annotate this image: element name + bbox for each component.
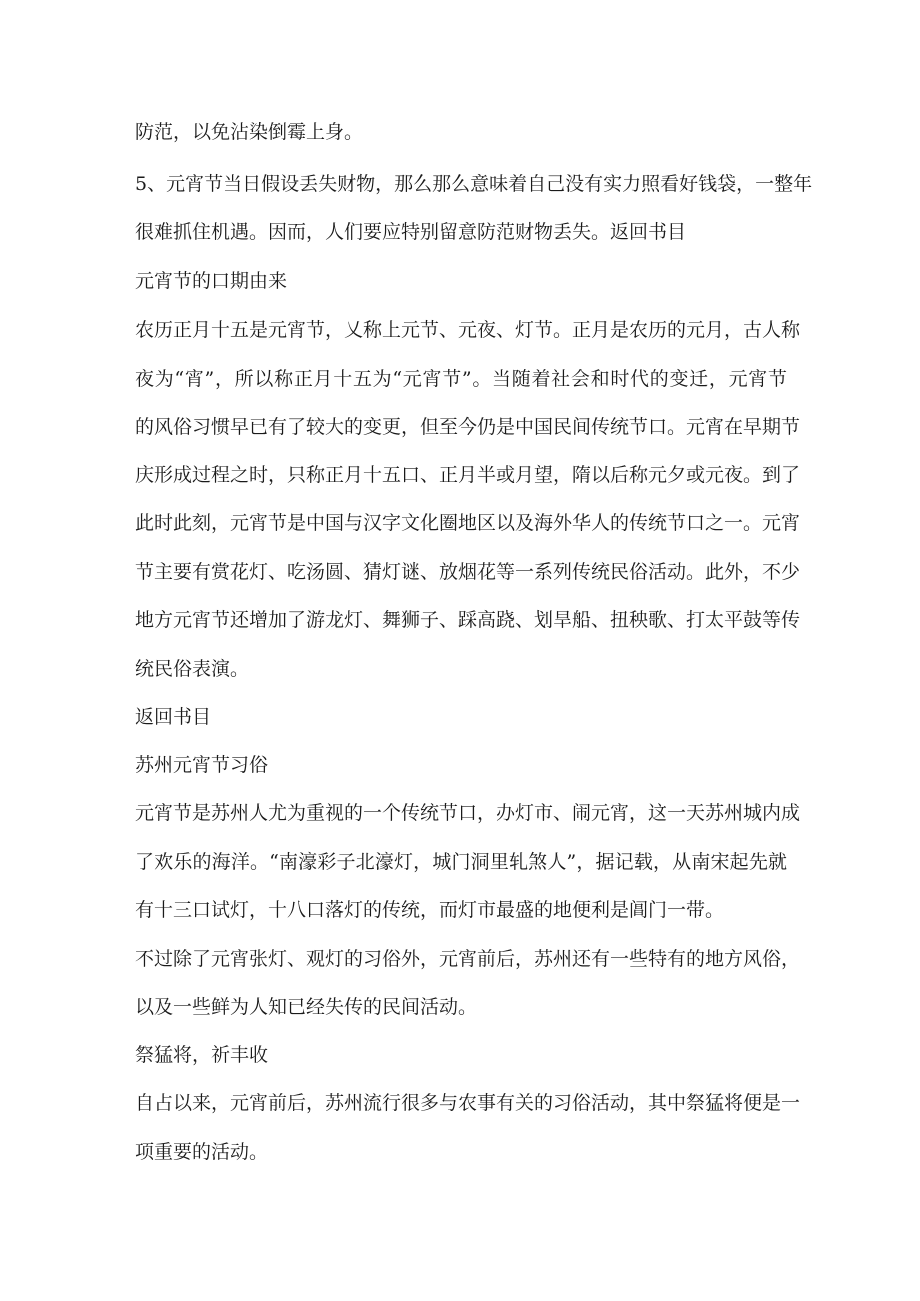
text-line: 很难抓住机遇。因而，人们要应特别留意防范财物丢失。返回书目 bbox=[135, 221, 687, 243]
text-line: 防范，以免沾染倒霉上身。 bbox=[135, 121, 364, 143]
section-heading: 苏州元宵节习俗 bbox=[135, 754, 269, 776]
text-line: 此时此刻，元宵节是中国与汉字文化圈地区以及海外华人的传统节口之一。元宵 bbox=[135, 512, 801, 534]
text-line: 自占以来，元宵前后，苏州流行很多与农事有关的习俗活动，其中祭猛将便是一 bbox=[135, 1092, 801, 1114]
text-line: 元宵节是苏州人尤为重视的一个传统节口，办灯市、闹元宵，这一天苏州城内成 bbox=[135, 802, 801, 824]
text-line: 5、元宵节当日假设丢失财物，那么那么意味着自己没有实力照看好钱袋，一整年 bbox=[135, 173, 813, 195]
text-line: 节主要有赏花灯、吃汤圆、猜灯谜、放烟花等一系列传统民俗活动。此外，不少 bbox=[135, 561, 801, 583]
text-line: 庆形成过程之时，只称正月十五口、正月半或月望，隋以后称元夕或元夜。到了 bbox=[135, 464, 801, 486]
section-heading: 元宵节的口期由来 bbox=[135, 270, 288, 292]
text-line: 了欢乐的海洋。“南濠彩子北濠灯，城门洞里轧煞人”，据记载，从南宋起先就 bbox=[135, 851, 787, 873]
text-line: 的风俗习惯早已有了较大的变更，但至今仍是中国民间传统节口。元宵在早期节 bbox=[135, 416, 801, 438]
text-line: 地方元宵节还增加了游龙灯、舞狮子、踩高跷、划旱船、扭秧歌、打太平鼓等传 bbox=[135, 609, 801, 631]
text-line: 不过除了元宵张灯、观灯的习俗外，元宵前后，苏州还有一些特有的地方风俗， bbox=[135, 948, 801, 970]
text-line: 项重要的活动。 bbox=[135, 1141, 269, 1163]
section-heading: 祭猛将，祈丰收 bbox=[135, 1044, 269, 1066]
text-line: 有十三口试灯，十八口落灯的传统，而灯市最盛的地便利是阊门一带。 bbox=[135, 899, 725, 921]
text-line: 农历正月十五是元宵节，乂称上元节、元夜、灯节。正月是农历的元月，古人称 bbox=[135, 319, 801, 341]
back-to-contents-link[interactable]: 返回书目 bbox=[135, 706, 212, 728]
text-line: 以及一些鲜为人知已经失传的民间活动。 bbox=[135, 996, 478, 1018]
text-line: 夜为“宵”，所以称正月十五为“元宵节”。当随着社会和时代的变迁，元宵节 bbox=[135, 368, 787, 390]
text-line: 统民俗表演。 bbox=[135, 658, 250, 680]
